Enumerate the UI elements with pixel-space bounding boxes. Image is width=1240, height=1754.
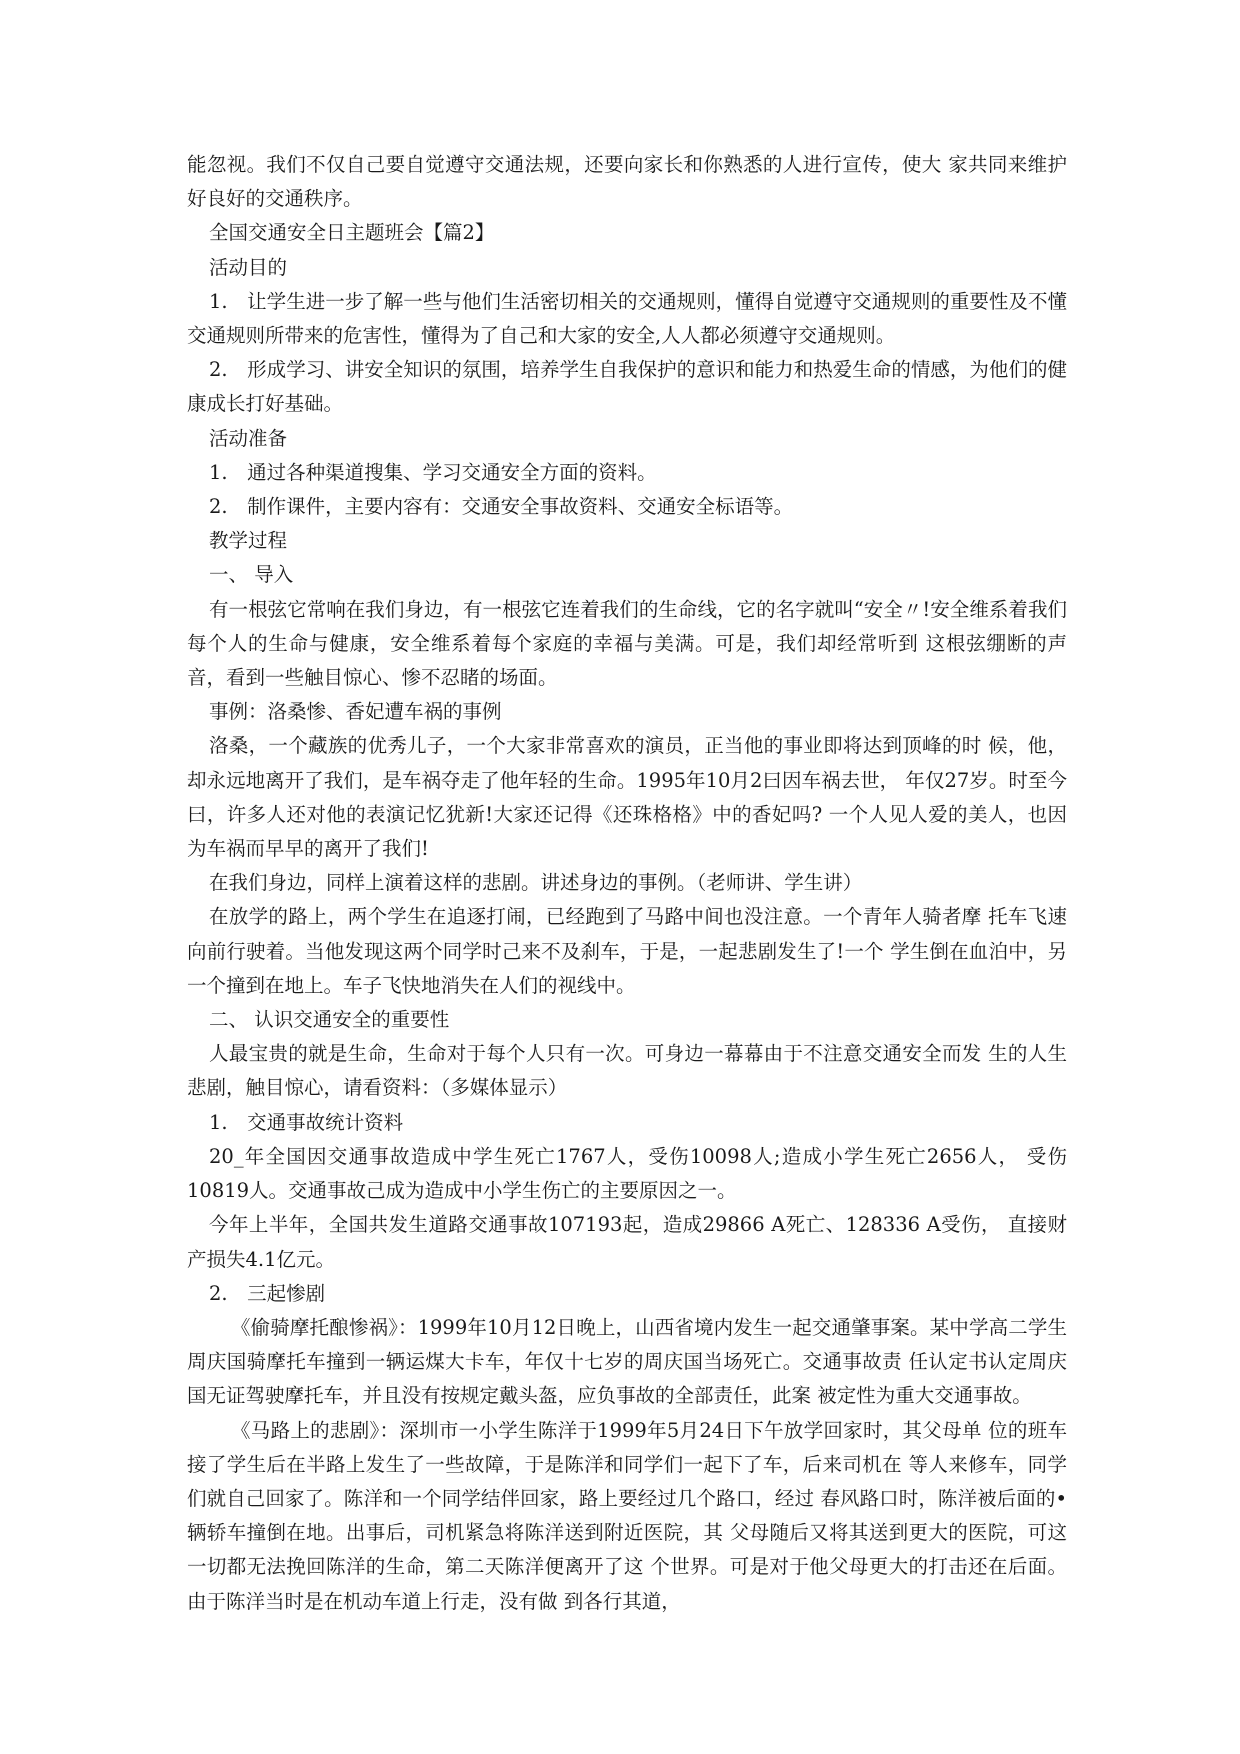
paragraph: 2. 三起惨剧 — [209, 1281, 326, 1305]
paragraph: 2. 制作课件，主要内容有：交通安全事故资料、交通安全标语等。 — [209, 495, 794, 519]
paragraph: 在我们身边，同样上演着这样的悲剧。讲述身边的事例。（老师讲、学生讲） — [209, 871, 863, 895]
section-heading: 全国交通安全日主题班会【篇2】 — [209, 221, 495, 245]
section-heading: 活动准备 — [209, 426, 288, 450]
section-heading: 事例：洛桑惨、香妃遭车祸的事例 — [209, 700, 502, 724]
paragraph: 今年上半年，全国共发生道路交通事故107193起，造成29866 A死亡、128336 A受伤， 直接财产损失4.1亿元。 — [187, 1213, 1067, 1271]
paragraph: 20_年全国因交通事故造成中学生死亡1767人，受伤10098人;造成小学生死亡2656人， 受伤10819人。交通事故己成为造成中小学生伤亡的主要原因之一。 — [187, 1144, 1067, 1203]
section-heading: 活动目的 — [209, 255, 288, 279]
paragraph: 《偷骑摩托酿惨祸》：1999年10月12日晚上，山西省境内发生一起交通肇事案。某中学高二学生周庆国骑摩托车撞到一辆运煤大卡车，年仅十七岁的周庆国当场死亡。交通事故责 任认定书认定周庆国无证驾驶摩托车，并且没有按规定戴头盔，应负事故的全部责任，此案 被定性为重大交通事故。 — [187, 1315, 1067, 1408]
section-heading: 一、 导入 — [209, 563, 294, 587]
paragraph: 《马路上的悲剧》：深圳市一小学生陈洋于1999年5月24日下午放学回家时，其父母单 位的班车接了学生后在半路上发生了一些故障，于是陈洋和同学们一起下了车，后来司机在 等人来修车，同学们就自己回家了。陈洋和一个同学结伴回家，路上要经过几个路口，经过 春风路口时，陈洋被后面的•辆轿车撞倒在地。出事后，司机紧急将陈洋送到附近医院，其 父母随后又将其送到更大的医院，可这一切都无法挽回陈洋的生命，第二天陈洋便离开了这 个世界。可是对于他父母更大的打击还在后面。由于陈洋当时是在机动车道上行走，没有做 到各行其道， — [187, 1418, 1067, 1613]
section-heading: 教学过程 — [209, 529, 288, 553]
section-heading: 二、 认识交通安全的重要性 — [209, 1008, 450, 1032]
document-page — [187, 148, 1067, 1619]
paragraph: 1. 让学生进一步了解一些与他们生活密切相关的交通规则，懂得自觉遵守交通规则的重要性及不懂交通规则所带来的危害性，懂得为了自己和大家的安全,人人都必须遵守交通规则。 — [187, 289, 1067, 348]
paragraph: 1. 交通事故统计资料 — [209, 1110, 404, 1134]
paragraph: 有一根弦它常响在我们身边，有一根弦它连着我们的生命线，它的名字就叫“安全〃!安全维系着我们每个人的生命与健康，安全维系着每个家庭的幸福与美满。可是，我们却经常听到 这根弦绷断的声音，看到一些触目惊心、惨不忍睹的场面。 — [187, 597, 1067, 690]
paragraph: 洛桑，一个藏族的优秀儿子，一个大家非常喜欢的演员，正当他的事业即将达到顶峰的时 候，他，却永远地离开了我们，是车祸夺走了他年轻的生命。1995年10月2曰因车祸去世， 年仅27岁。时至今曰，许多人还对他的表演记忆犹新!大家还记得《还珠格格》中的香妃吗? 一个人见人爱的美人，也因为车祸而早早的离开了我们! — [187, 734, 1067, 861]
paragraph: 在放学的路上，两个学生在追逐打闹，已经跑到了马路中间也没注意。一个青年人骑者摩 托车飞速向前行驶着。当他发现这两个同学时己来不及刹车，于是，一起悲剧发生了!一个 学生倒在血泊中，另一个撞到在地上。车子飞快地消失在人们的视线中。 — [187, 905, 1067, 997]
paragraph: 2. 形成学习、讲安全知识的氛围，培养学生自我保护的意识和能力和热爱生命的情感，为他们的健康成长打好基础。 — [187, 358, 1067, 416]
paragraph: 人最宝贵的就是生命，生命对于每个人只有一次。可身边一幕幕由于不注意交通安全而发 生的人生悲剧，触目惊心，请看资料：（多媒体显示） — [187, 1042, 1067, 1100]
paragraph: 1. 通过各种渠道搜集、学习交通安全方面的资料。 — [209, 460, 657, 484]
paragraph: 能忽视。我们不仅自己要自觉遵守交通法规，还要向家长和你熟悉的人进行宣传，使大 家共同来维护好良好的交通秩序。 — [187, 153, 1067, 211]
